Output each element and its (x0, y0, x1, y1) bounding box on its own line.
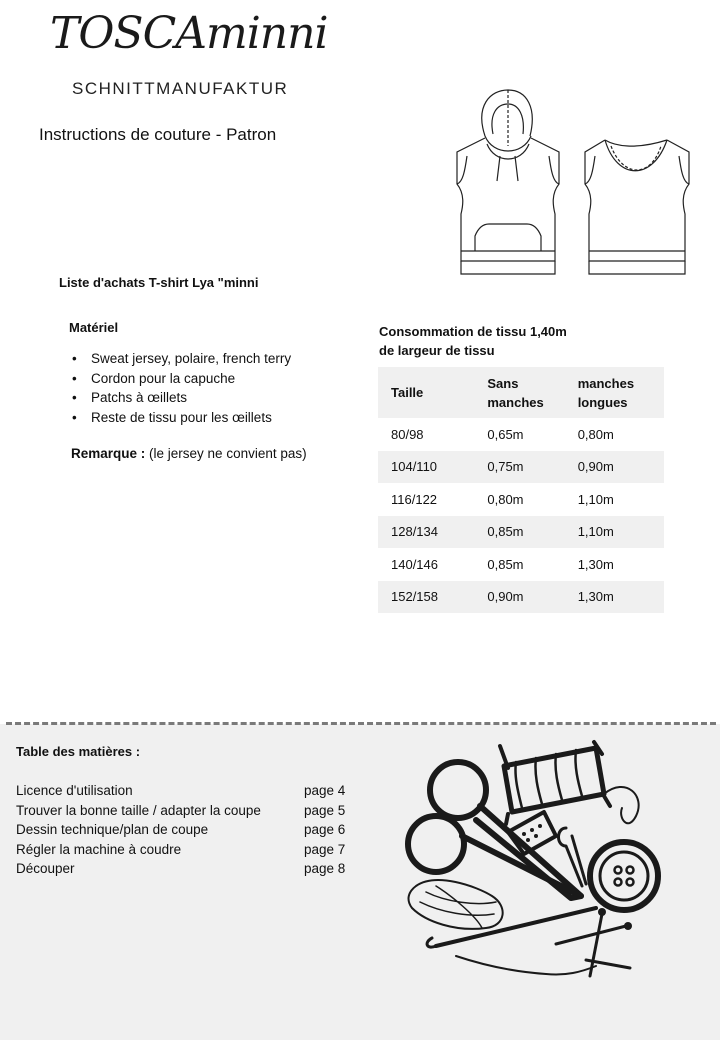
shopping-list-title: Liste d'achats T-shirt Lya "minni (59, 275, 259, 290)
toc-item (16, 781, 356, 801)
cell-long-sleeves: 1,10m (577, 491, 614, 507)
toc-item-label: Licence d'utilisation (16, 783, 133, 798)
toc-item (16, 801, 356, 821)
table-header-row (378, 367, 664, 418)
toc-item-label: Régler la machine à coudre (16, 841, 182, 857)
header-long-sleeves: manches longues (577, 375, 635, 410)
cell-long-sleeves: 1,30m (577, 556, 614, 572)
dashed-divider (6, 722, 716, 725)
list-item: • Sweat jersey, polaire, french terry (72, 349, 291, 369)
toc-item-label: Dessin technique/plan de coupe (16, 822, 209, 837)
table-row (378, 516, 664, 549)
cell-size: 140/146 (391, 556, 438, 572)
cell-sleeveless: 0,65m (487, 426, 524, 442)
cell-size: 80/98 (391, 426, 424, 442)
remark (71, 446, 307, 461)
cell-sleeveless: 0,80m (487, 491, 524, 507)
toc-item-page: page 6 (304, 822, 346, 837)
list-item: • Patchs à œillets (72, 388, 291, 408)
table-row (378, 418, 664, 451)
toc-item (16, 840, 356, 860)
brand-logo: TOSCAminni (50, 8, 328, 59)
page-title: Instructions de couture - Patron (39, 125, 277, 144)
fabric-consumption-table (378, 367, 664, 613)
sewing-tools-icon (396, 736, 666, 986)
cell-sleeveless: 0,90m (487, 589, 524, 605)
toc-list (16, 781, 356, 879)
remark-label: Remarque : (71, 446, 146, 461)
cell-sleeveless: 0,75m (487, 459, 524, 475)
toc-item-page: page 7 (304, 841, 346, 857)
cell-sleeveless: 0,85m (487, 524, 524, 540)
header-size: Taille (391, 385, 424, 400)
table-row (378, 548, 664, 581)
toc-item (16, 820, 356, 840)
table-row (378, 581, 664, 614)
hooded-vest-front-back-icon (445, 86, 705, 281)
fabric-consumption-title-line2: de largeur de tissu (379, 343, 495, 358)
list-item: • Reste de tissu pour les œillets (72, 408, 291, 428)
toc-item-label: Découper (16, 861, 75, 876)
cell-size: 116/122 (391, 491, 438, 507)
cell-size: 152/158 (391, 589, 438, 605)
toc-item-page: page 5 (304, 802, 346, 818)
cell-long-sleeves: 0,80m (577, 426, 614, 442)
cell-long-sleeves: 1,30m (577, 589, 614, 605)
fabric-consumption-title-line1: Consommation de tissu 1,40m (379, 324, 567, 339)
cell-long-sleeves: 0,90m (577, 459, 614, 475)
toc-item-page: page 8 (304, 861, 346, 876)
toc-item (16, 859, 356, 879)
materials-heading: Matériel (69, 320, 119, 335)
list-item: • Cordon pour la capuche (72, 369, 291, 389)
cell-size: 128/134 (391, 524, 438, 540)
fabric-consumption-title (379, 322, 567, 360)
toc-item-label: Trouver la bonne taille / adapter la coupe (16, 802, 261, 818)
cell-size: 104/110 (391, 459, 438, 475)
cell-long-sleeves: 1,10m (577, 524, 614, 540)
table-row (378, 483, 664, 516)
toc-title: Table des matières : (16, 744, 141, 759)
toc-item-page: page 4 (304, 783, 346, 798)
remark-text: (le jersey ne convient pas) (145, 446, 307, 461)
cell-sleeveless: 0,85m (487, 556, 524, 572)
header-sleeveless: Sans manches (487, 375, 544, 410)
table-row (378, 451, 664, 484)
materials-list (72, 349, 291, 427)
brand-subtitle: SCHNITTMANUFAKTUR (72, 79, 289, 98)
